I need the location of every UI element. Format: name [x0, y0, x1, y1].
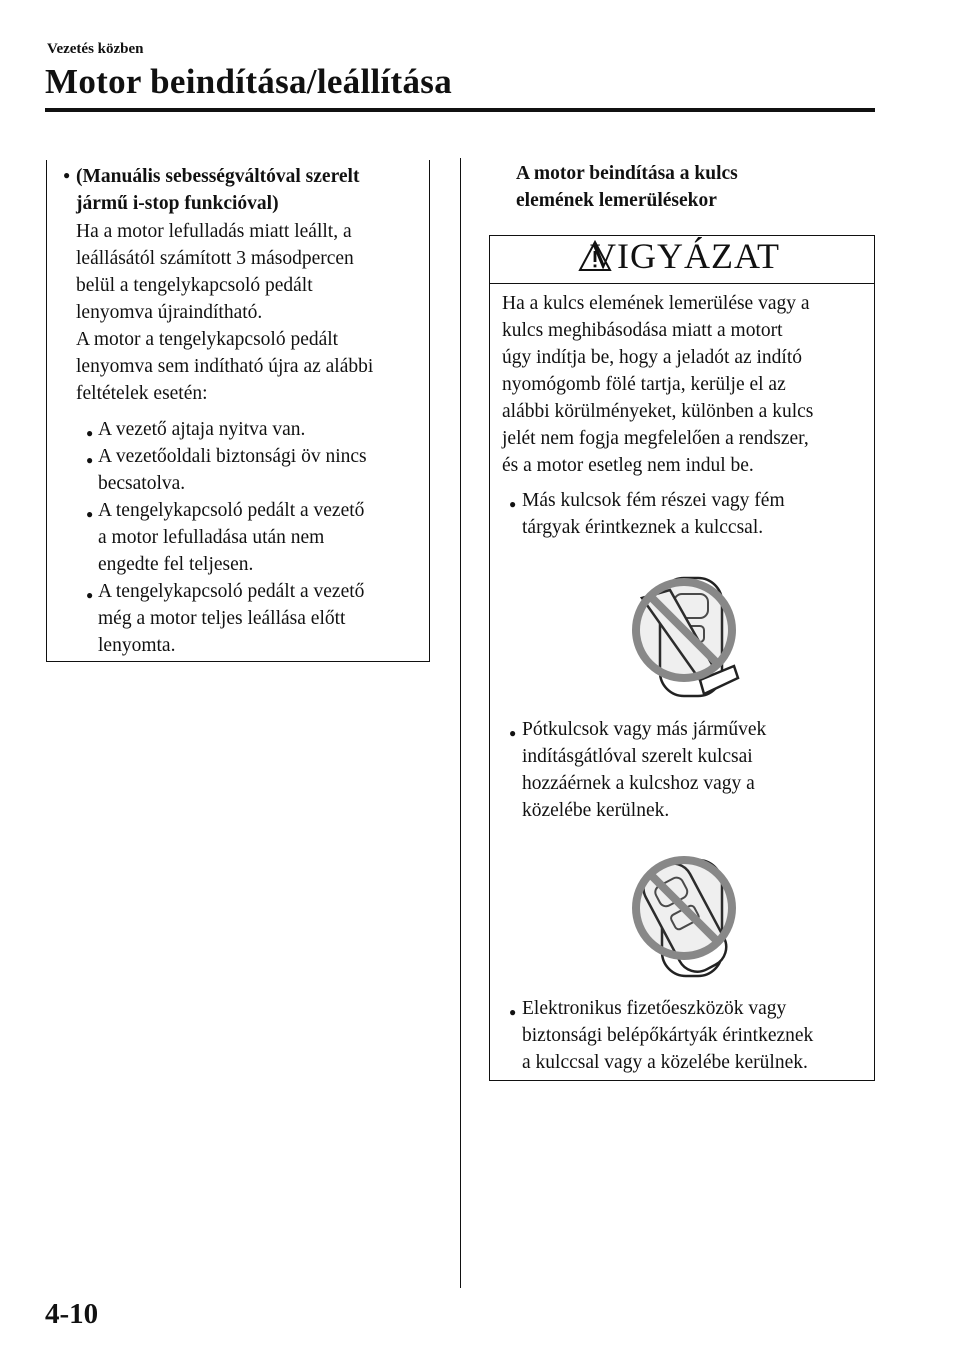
bullet-dot: ● — [86, 507, 94, 521]
text-line: nyomógomb fölé tartja, kerülje el az — [502, 374, 786, 395]
text-line: alábbi körülményeket, különben a kulcs — [502, 401, 814, 422]
section-label: Vezetés közben — [47, 41, 144, 57]
bullet-dot: ● — [509, 497, 517, 511]
text-line: engedte fel teljesen. — [98, 554, 254, 575]
text-line: A vezető ajtaja nyitva van. — [98, 419, 306, 440]
text-line: A vezetőoldali biztonsági öv nincs — [98, 446, 367, 467]
heading-line: elemének lemerülésekor — [516, 190, 717, 211]
heading-line: (Manuális sebességváltóval szerelt — [76, 166, 360, 187]
caution-divider — [489, 283, 875, 284]
info-paragraph — [76, 218, 421, 407]
text-line: úgy indítja be, hogy a jeladót az indító — [502, 347, 803, 368]
text-line: Elektronikus fizetőeszközök vagy — [522, 998, 787, 1019]
bullet-dot: ● — [86, 588, 94, 602]
text-line: Más kulcsok fém részei vagy fém — [522, 490, 785, 511]
bullet-dot: ● — [509, 726, 517, 740]
text-line: lenyomta. — [98, 635, 176, 656]
text-line: belül a tengelykapcsoló pedált — [76, 275, 313, 296]
condition-item — [98, 497, 418, 578]
condition-item — [98, 443, 418, 497]
condition-item — [98, 416, 418, 443]
heading-line: jármű i-stop funkcióval) — [76, 193, 279, 214]
text-line: Ha a motor lefulladás miatt leállt, a — [76, 221, 352, 242]
text-line: leállásától számított 3 másodpercen — [76, 248, 354, 269]
text-line: becsatolva. — [98, 473, 186, 494]
text-line: hozzáérnek a kulcshoz vagy a — [522, 773, 755, 794]
text-line: indításgátlóval szerelt kulcsai — [522, 746, 753, 767]
bullet-dot: ● — [86, 426, 94, 440]
text-line: jelét nem fogja megfelelően a rendszer, — [502, 428, 809, 449]
caution-bullet — [522, 716, 862, 824]
heading-line: A motor beindítása a kulcs — [516, 163, 738, 184]
text-line: Pótkulcsok vagy más járművek — [522, 719, 767, 740]
key-metal-contact-illustration — [622, 568, 746, 713]
section-heading — [516, 160, 856, 214]
caution-paragraph — [502, 290, 867, 479]
text-line: Ha a kulcs elemének lemerülése vagy a — [502, 293, 810, 314]
text-line: kulcs meghibásodása miatt a motort — [502, 320, 783, 341]
caution-bullet — [522, 995, 862, 1076]
title-rule — [45, 108, 875, 112]
page-number: 4-10 — [45, 1298, 99, 1330]
text-line: feltételek esetén: — [76, 383, 208, 404]
text-line: lenyomva újraindítható. — [76, 302, 263, 323]
text-line: még a motor teljes leállása előtt — [98, 608, 346, 629]
text-line: lenyomva sem indítható újra az alábbi — [76, 356, 374, 377]
text-line: a motor lefulladása után nem — [98, 527, 325, 548]
page-title: Motor beindítása/leállítása — [45, 62, 453, 101]
text-line: közelébe kerülnek. — [522, 800, 670, 821]
two-keys-illustration — [622, 848, 746, 988]
column-divider — [460, 158, 461, 1288]
text-line: A motor a tengelykapcsoló pedált — [76, 329, 339, 350]
text-line: A tengelykapcsoló pedált a vezető — [98, 500, 365, 521]
text-line: A tengelykapcsoló pedált a vezető — [98, 581, 365, 602]
text-line: tárgyak érintkeznek a kulccsal. — [522, 517, 764, 538]
caution-title: VIGYÁZAT — [590, 236, 780, 276]
info-box-heading — [76, 163, 416, 217]
caution-bullet — [522, 487, 862, 541]
text-line: a kulccsal vagy a közelébe kerülnek. — [522, 1052, 808, 1073]
bullet-dot: ● — [509, 1005, 517, 1019]
bullet-dot: ● — [86, 453, 94, 467]
text-line: biztonsági belépőkártyák érintkeznek — [522, 1025, 814, 1046]
bullet-dot: ● — [63, 168, 71, 182]
condition-item — [98, 578, 418, 659]
text-line: és a motor esetleg nem indul be. — [502, 455, 754, 476]
